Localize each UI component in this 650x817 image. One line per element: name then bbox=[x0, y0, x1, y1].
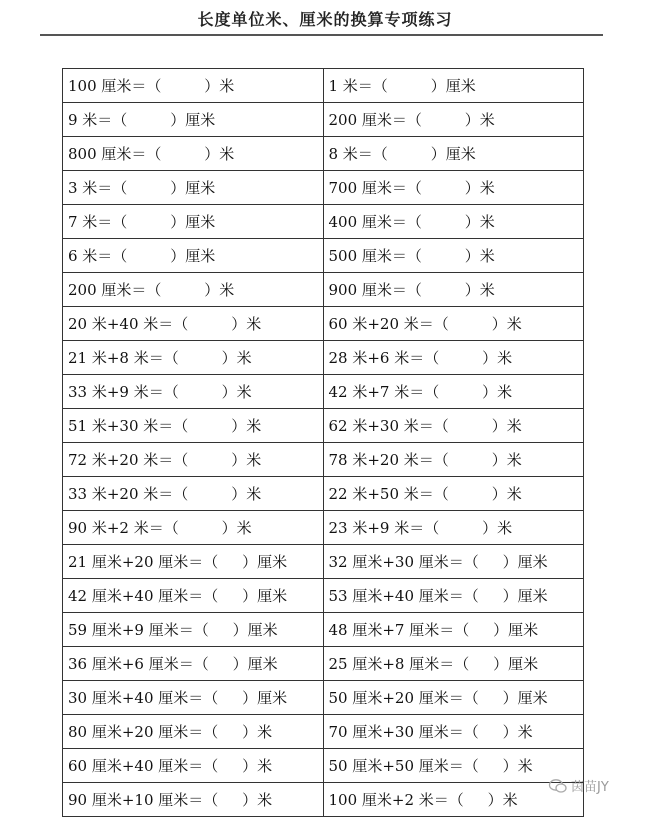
exercise-right: 53 厘米+40 厘米＝（ ）厘米 bbox=[323, 579, 584, 613]
exercise-left: 51 米+30 米＝（ ）米 bbox=[63, 409, 324, 443]
exercise-right: 100 厘米+2 米＝（ ）米 bbox=[323, 783, 584, 817]
exercise-right: 78 米+20 米＝（ ）米 bbox=[323, 443, 584, 477]
table-row bbox=[63, 477, 584, 511]
exercise-left: 200 厘米＝（ ）米 bbox=[63, 273, 324, 307]
exercise-left: 20 米+40 米＝（ ）米 bbox=[63, 307, 324, 341]
table-row bbox=[63, 69, 584, 103]
table-row bbox=[63, 375, 584, 409]
table-row bbox=[63, 511, 584, 545]
exercise-left: 800 厘米＝（ ）米 bbox=[63, 137, 324, 171]
exercise-right: 700 厘米＝（ ）米 bbox=[323, 171, 584, 205]
exercise-left: 33 米+9 米＝（ ）米 bbox=[63, 375, 324, 409]
exercise-right: 70 厘米+30 厘米＝（ ）米 bbox=[323, 715, 584, 749]
table-row bbox=[63, 749, 584, 783]
exercise-right: 200 厘米＝（ ）米 bbox=[323, 103, 584, 137]
table-row bbox=[63, 579, 584, 613]
table-row bbox=[63, 647, 584, 681]
table-row bbox=[63, 613, 584, 647]
table-row bbox=[63, 239, 584, 273]
table-row bbox=[63, 681, 584, 715]
exercise-right: 32 厘米+30 厘米＝（ ）厘米 bbox=[323, 545, 584, 579]
table-row bbox=[63, 783, 584, 817]
page-title: 长度单位米、厘米的换算专项练习 bbox=[197, 10, 453, 29]
exercise-right: 500 厘米＝（ ）米 bbox=[323, 239, 584, 273]
watermark-text: 茵苗JY bbox=[571, 780, 609, 795]
exercise-left: 21 米+8 米＝（ ）米 bbox=[63, 341, 324, 375]
exercise-left: 30 厘米+40 厘米＝（ ）厘米 bbox=[63, 681, 324, 715]
title-divider bbox=[40, 34, 603, 36]
table-row bbox=[63, 273, 584, 307]
exercise-left: 36 厘米+6 厘米＝（ ）厘米 bbox=[63, 647, 324, 681]
exercise-left: 90 米+2 米＝（ ）米 bbox=[63, 511, 324, 545]
exercise-left: 72 米+20 米＝（ ）米 bbox=[63, 443, 324, 477]
table-row bbox=[63, 137, 584, 171]
exercise-right: 1 米＝（ ）厘米 bbox=[323, 69, 584, 103]
exercise-table bbox=[62, 68, 584, 817]
exercise-left: 3 米＝（ ）厘米 bbox=[63, 171, 324, 205]
exercise-right: 8 米＝（ ）厘米 bbox=[323, 137, 584, 171]
exercise-left: 60 厘米+40 厘米＝（ ）米 bbox=[63, 749, 324, 783]
exercise-left: 33 米+20 米＝（ ）米 bbox=[63, 477, 324, 511]
wechat-icon bbox=[548, 778, 568, 794]
exercise-right: 400 厘米＝（ ）米 bbox=[323, 205, 584, 239]
exercise-left: 9 米＝（ ）厘米 bbox=[63, 103, 324, 137]
table-row bbox=[63, 307, 584, 341]
exercise-right: 25 厘米+8 厘米＝（ ）厘米 bbox=[323, 647, 584, 681]
exercise-left: 80 厘米+20 厘米＝（ ）米 bbox=[63, 715, 324, 749]
exercise-right: 50 厘米+20 厘米＝（ ）厘米 bbox=[323, 681, 584, 715]
table-row bbox=[63, 715, 584, 749]
exercise-right: 23 米+9 米＝（ ）米 bbox=[323, 511, 584, 545]
exercise-right: 22 米+50 米＝（ ）米 bbox=[323, 477, 584, 511]
exercise-right: 62 米+30 米＝（ ）米 bbox=[323, 409, 584, 443]
exercise-right: 50 厘米+50 厘米＝（ ）米 bbox=[323, 749, 584, 783]
table-row bbox=[63, 103, 584, 137]
watermark bbox=[548, 776, 609, 795]
exercise-left: 90 厘米+10 厘米＝（ ）米 bbox=[63, 783, 324, 817]
exercise-left: 42 厘米+40 厘米＝（ ）厘米 bbox=[63, 579, 324, 613]
exercise-right: 900 厘米＝（ ）米 bbox=[323, 273, 584, 307]
table-row bbox=[63, 341, 584, 375]
exercise-left: 100 厘米＝（ ）米 bbox=[63, 69, 324, 103]
exercise-right: 42 米+7 米＝（ ）米 bbox=[323, 375, 584, 409]
exercise-right: 60 米+20 米＝（ ）米 bbox=[323, 307, 584, 341]
exercise-right: 48 厘米+7 厘米＝（ ）厘米 bbox=[323, 613, 584, 647]
table-row bbox=[63, 205, 584, 239]
table-row bbox=[63, 443, 584, 477]
exercise-right: 28 米+6 米＝（ ）米 bbox=[323, 341, 584, 375]
exercise-left: 59 厘米+9 厘米＝（ ）厘米 bbox=[63, 613, 324, 647]
table-row bbox=[63, 171, 584, 205]
exercise-left: 7 米＝（ ）厘米 bbox=[63, 205, 324, 239]
exercise-left: 6 米＝（ ）厘米 bbox=[63, 239, 324, 273]
table-row bbox=[63, 409, 584, 443]
exercise-left: 21 厘米+20 厘米＝（ ）厘米 bbox=[63, 545, 324, 579]
table-row bbox=[63, 545, 584, 579]
